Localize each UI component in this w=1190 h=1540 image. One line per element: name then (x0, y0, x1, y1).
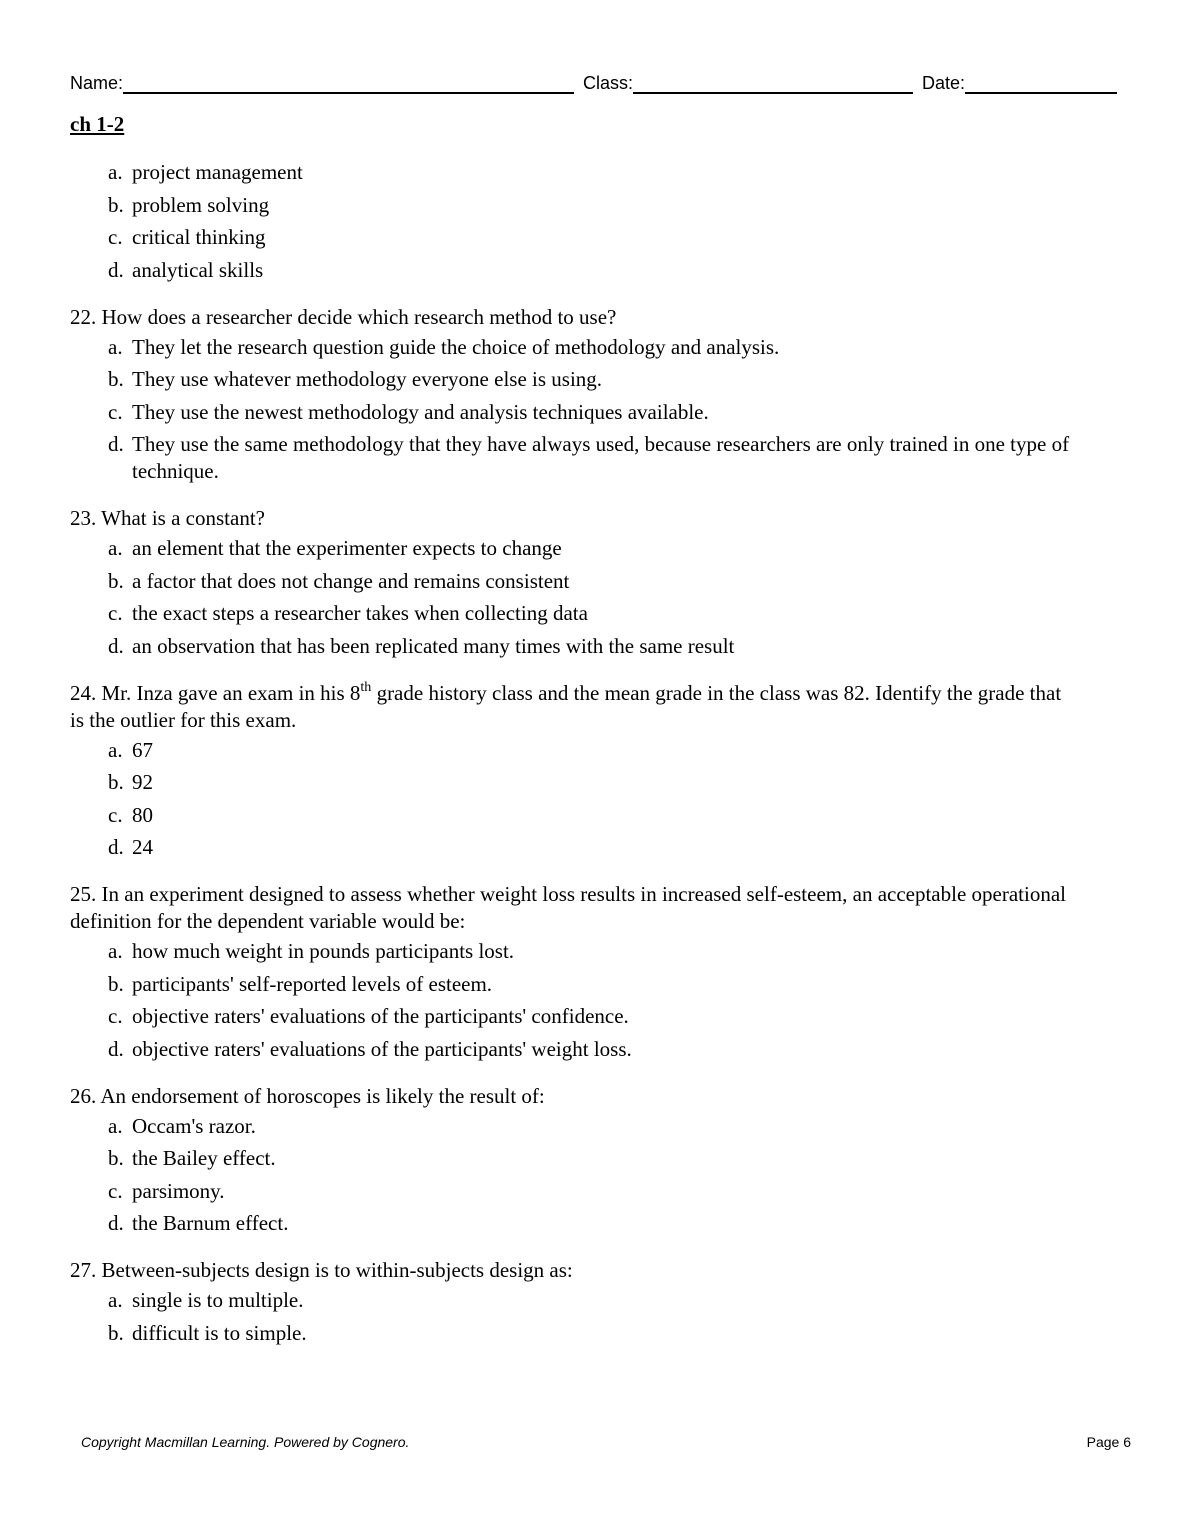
class-field (583, 70, 913, 94)
section-title: ch 1-2 (70, 112, 125, 136)
option-letter: a. (108, 939, 123, 963)
class-blank-line[interactable] (633, 72, 913, 94)
question-stem: In an experiment designed to assess whether weight loss results in increased self-esteem, an acceptable operational definition for the dependent variable would be: (70, 882, 1066, 933)
question-stem: Between-subjects design is to within-subjects design as: (101, 1258, 573, 1282)
option (108, 192, 1080, 219)
option-letter: a. (108, 334, 123, 359)
name-blank-line[interactable] (123, 72, 574, 94)
date-field (922, 70, 1117, 94)
question-26 (70, 1083, 1080, 1238)
option (108, 971, 1080, 998)
date-blank-line[interactable] (965, 72, 1117, 94)
option-letter: d. (108, 633, 124, 658)
option (108, 535, 1080, 562)
option (108, 938, 1080, 965)
class-label: Class: (583, 73, 634, 93)
question-24 (70, 680, 1080, 862)
option-letter: b. (108, 568, 124, 593)
answer-options (70, 1287, 1080, 1347)
option-letter: d. (108, 1036, 124, 1061)
answer-options (70, 334, 1080, 486)
option (108, 1178, 1080, 1205)
question-number: 27. (70, 1258, 97, 1282)
option-text: 67 (132, 737, 153, 762)
answer-options (70, 737, 1080, 862)
option-letter: d. (108, 835, 124, 859)
answer-options (70, 535, 1080, 660)
option-letter: c. (108, 1004, 123, 1028)
option-text: the Barnum effect. (132, 1211, 289, 1235)
name-field (70, 70, 574, 94)
name-label: Name: (70, 73, 124, 93)
question-content (70, 159, 1080, 1352)
option-text: 24 (132, 835, 153, 859)
option (108, 257, 1080, 284)
option-text: objective raters' evaluations of the participants' weight loss. (132, 1036, 632, 1061)
option (108, 431, 1080, 485)
option-letter: a. (108, 1113, 123, 1138)
question-text (70, 304, 1080, 331)
option-letter: d. (108, 1211, 124, 1235)
question-number: 25. (70, 882, 97, 906)
option-letter: c. (108, 399, 123, 424)
ordinal-superscript: th (360, 679, 372, 695)
option-letter: a. (108, 160, 123, 184)
option (108, 366, 1080, 393)
page-number: Page 6 (1086, 1434, 1131, 1450)
option-letter: c. (108, 1178, 123, 1203)
option (108, 1036, 1080, 1063)
option (108, 224, 1080, 251)
option-letter: c. (108, 601, 123, 625)
option-text: single is to multiple. (132, 1288, 304, 1312)
option (108, 1287, 1080, 1314)
option (108, 633, 1080, 660)
option (108, 399, 1080, 426)
option (108, 769, 1080, 796)
question-number: 23. (70, 506, 97, 530)
option (108, 1210, 1080, 1237)
option (108, 737, 1080, 764)
question-text (70, 505, 1080, 532)
option-text: Occam's razor. (132, 1113, 256, 1138)
option-letter: c. (108, 225, 123, 249)
page-header (70, 70, 1120, 96)
option-letter: c. (108, 802, 123, 827)
option-text: parsimony. (132, 1178, 225, 1203)
date-label: Date: (922, 73, 966, 93)
question-text (70, 881, 1080, 935)
option (108, 568, 1080, 595)
answer-options (70, 938, 1080, 1063)
option-text: They let the research question guide the choice of methodology and analysis. (132, 334, 780, 359)
option-text: analytical skills (132, 257, 264, 282)
question-stem: How does a researcher decide which research method to use? (101, 304, 617, 329)
option (108, 802, 1080, 829)
question-text (70, 1083, 1080, 1110)
option (108, 1145, 1080, 1172)
option-letter: d. (108, 432, 124, 456)
option-letter: b. (108, 1320, 124, 1345)
question-stem: An endorsement of horoscopes is likely the result of: (100, 1083, 545, 1108)
option-text: They use whatever methodology everyone else is using. (132, 367, 603, 391)
continued-options (70, 159, 1080, 284)
question-25 (70, 881, 1080, 1063)
option-text: the exact steps a researcher takes when collecting data (132, 601, 588, 625)
option (108, 1003, 1080, 1030)
question-stem-start: Mr. Inza gave an exam in his 8 (101, 680, 361, 705)
question-23 (70, 505, 1080, 660)
option (108, 1320, 1080, 1347)
option-letter: b. (108, 1146, 124, 1170)
question-22 (70, 304, 1080, 486)
option (108, 159, 1080, 186)
option (108, 1113, 1080, 1140)
option-text: 80 (132, 802, 153, 827)
option-letter: a. (108, 737, 123, 762)
question-27 (70, 1257, 1080, 1347)
option-text: objective raters' evaluations of the participants' confidence. (132, 1004, 629, 1028)
question-stem-end: grade history class and the mean grade in the class was 82. Identify the grade that is the outlier for this exam. (70, 680, 1062, 732)
option-text: how much weight in pounds participants lost. (132, 939, 515, 963)
question-number: 26. (70, 1083, 97, 1108)
question-stem: What is a constant? (101, 506, 265, 530)
option-text: 92 (132, 770, 153, 794)
option-letter: a. (108, 536, 123, 560)
option-text: an observation that has been replicated many times with the same result (132, 633, 735, 658)
question-text (70, 1257, 1080, 1284)
option-text: an element that the experimenter expects to change (132, 536, 562, 560)
option-text: a factor that does not change and remains consistent (132, 568, 570, 593)
option-text: participants' self-reported levels of esteem. (132, 971, 493, 996)
option-letter: b. (108, 971, 124, 996)
copyright-notice: Copyright Macmillan Learning. Powered by Cognero. (81, 1434, 410, 1450)
option-letter: b. (108, 367, 124, 391)
option-letter: b. (108, 192, 124, 217)
option (108, 834, 1080, 861)
question-text (70, 680, 1080, 734)
option-text: critical thinking (132, 225, 266, 249)
option-text: project management (132, 160, 303, 184)
option (108, 334, 1080, 361)
answer-options (70, 1113, 1080, 1238)
option-text: the Bailey effect. (132, 1146, 276, 1170)
option (108, 600, 1080, 627)
question-number: 24. (70, 680, 97, 705)
option-text: They use the newest methodology and analysis techniques available. (132, 399, 709, 424)
option-letter: d. (108, 257, 124, 282)
question-number: 22. (70, 304, 97, 329)
option-letter: a. (108, 1288, 123, 1312)
option-text: problem solving (132, 192, 270, 217)
option-text: They use the same methodology that they have always used, because researchers are only trained in one type of technique. (132, 432, 1070, 483)
option-letter: b. (108, 770, 124, 794)
option-text: difficult is to simple. (132, 1320, 307, 1345)
